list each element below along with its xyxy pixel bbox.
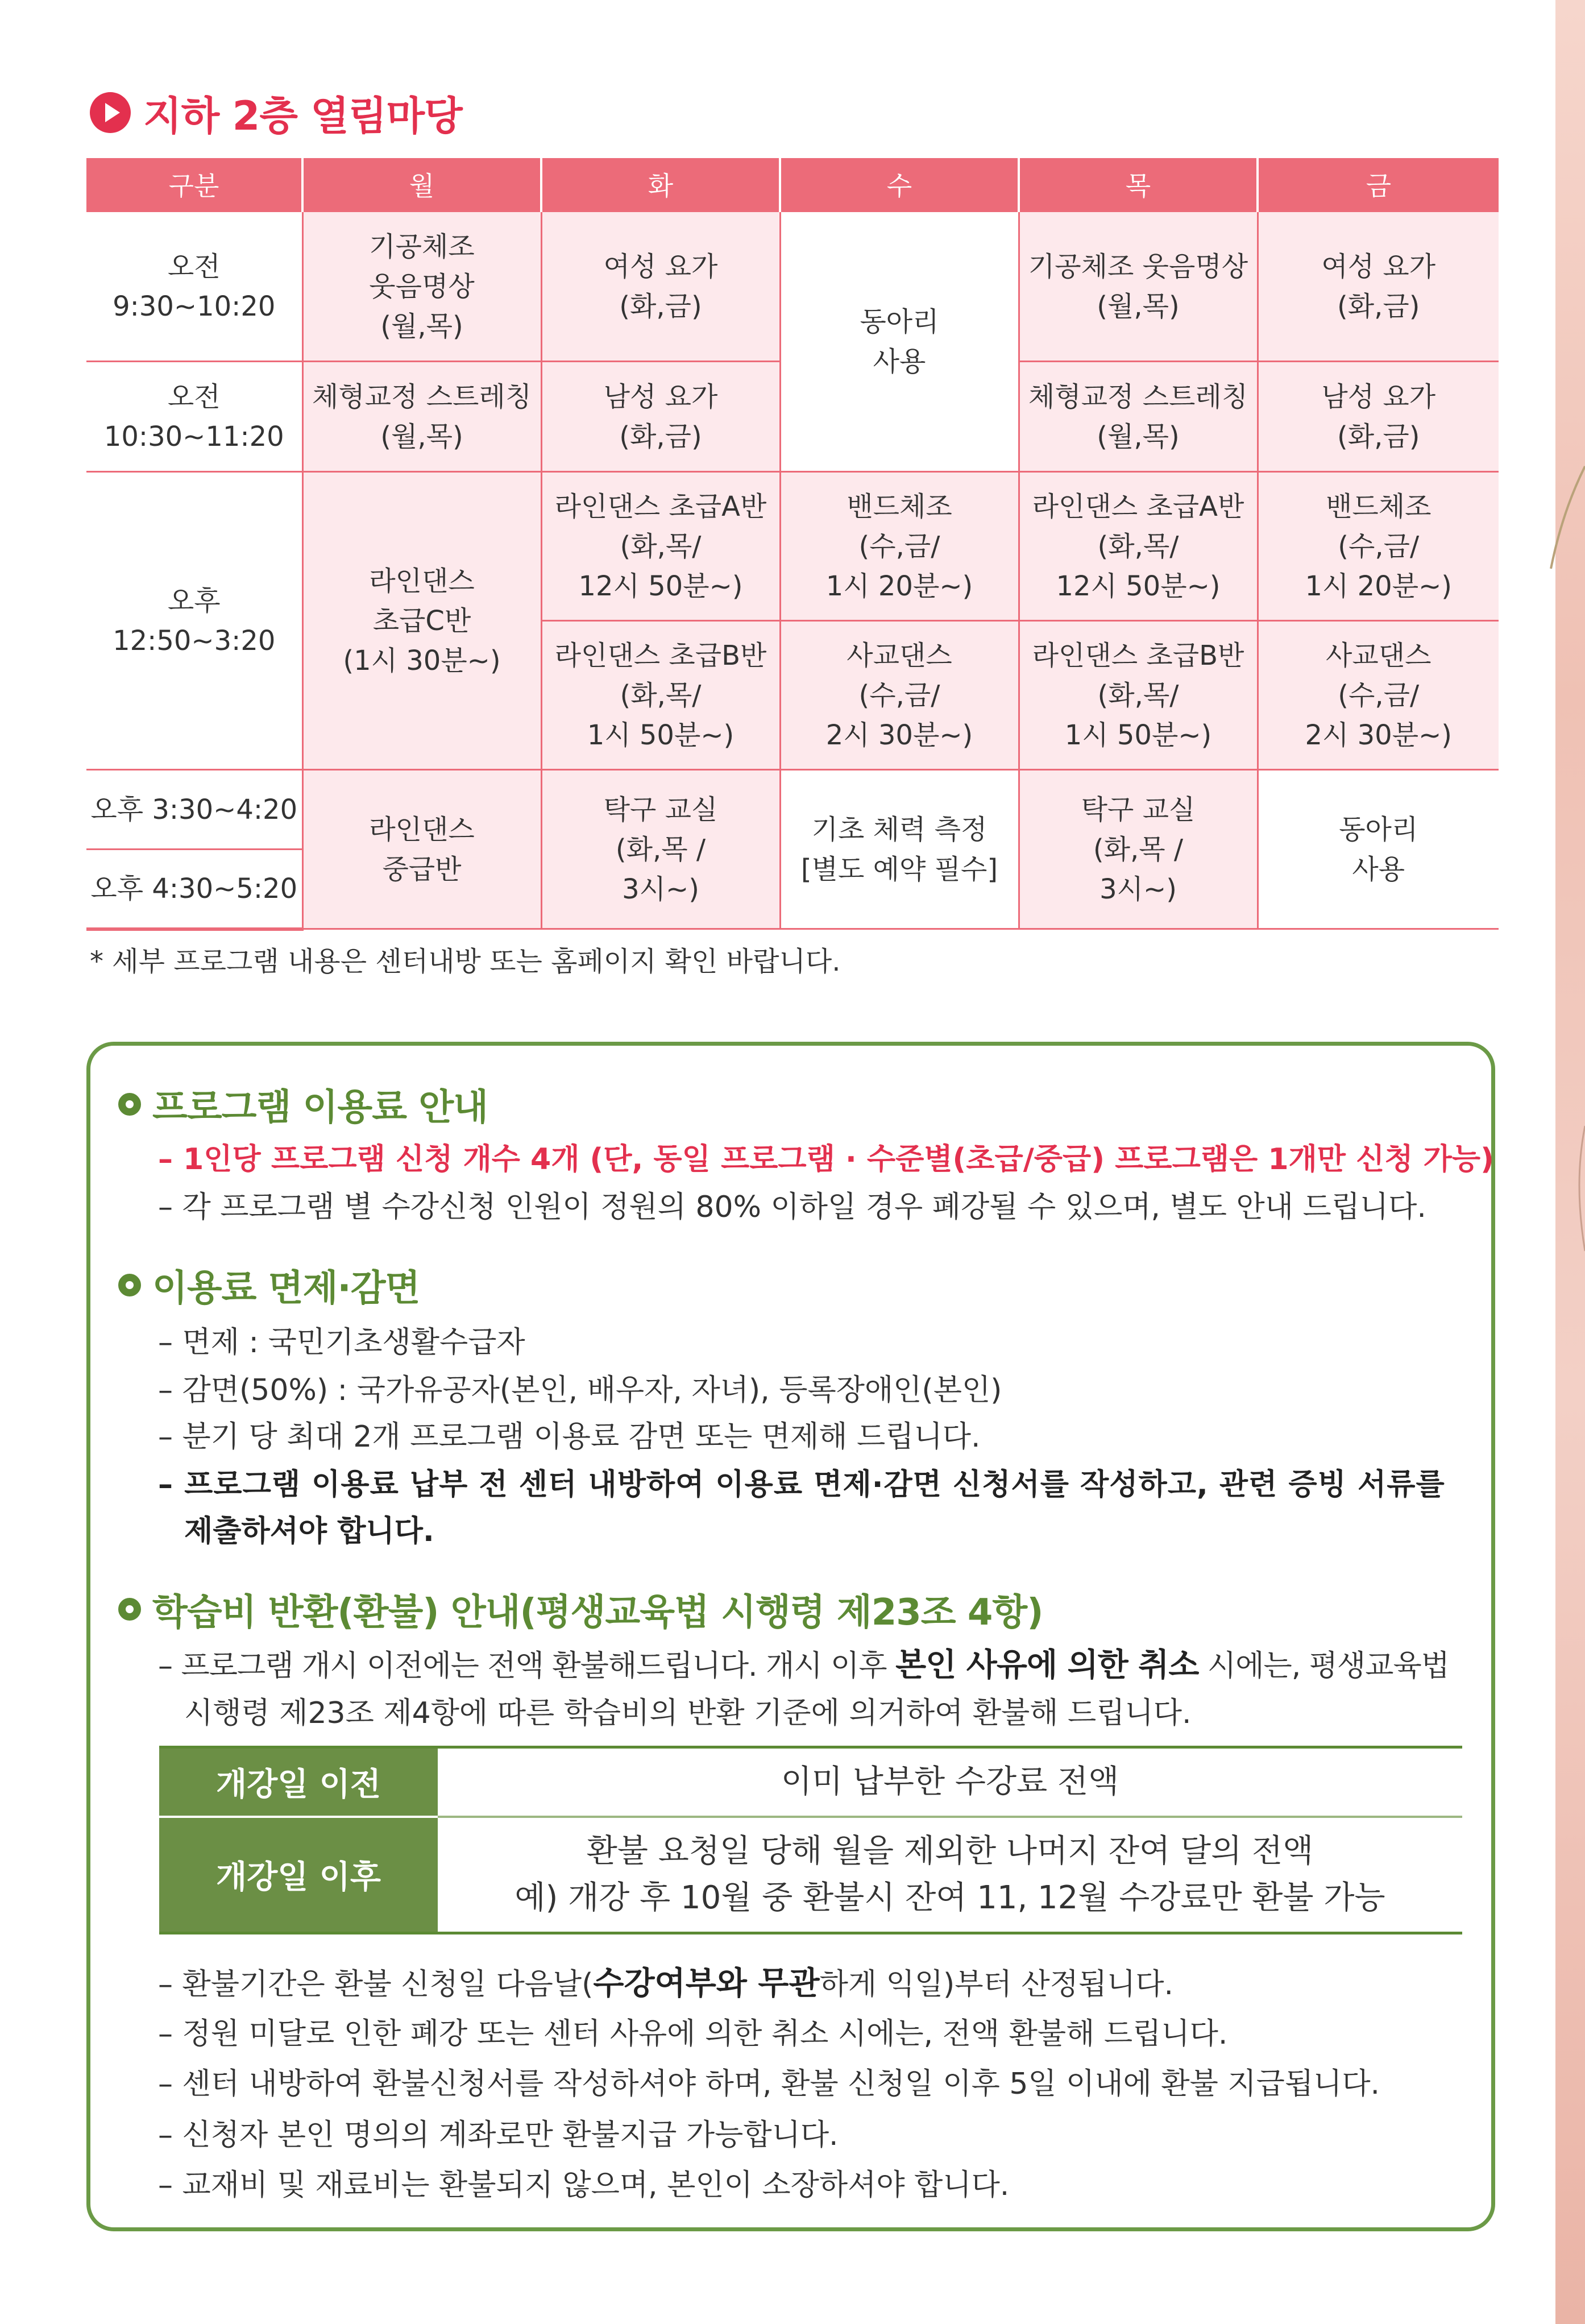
exempt-line: 제출하셔야 합니다. xyxy=(184,1514,434,1548)
ring-bullet-icon xyxy=(118,1598,141,1621)
header-tue: 화 xyxy=(541,158,780,212)
program-cell: 라인댄스 초급A반 (화,목/ 12시 50분~) xyxy=(1019,472,1258,621)
schedule-row xyxy=(86,770,1499,850)
decorative-curve xyxy=(1505,0,1585,2324)
section-title-text: 지하 2층 열림마당 xyxy=(143,92,462,139)
ring-bullet-icon xyxy=(118,1274,141,1296)
schedule-row xyxy=(86,472,1499,621)
program-cell: 여성 요가 (화,금) xyxy=(1258,212,1499,362)
time-cell: 오후 12:50~3:20 xyxy=(86,472,302,770)
header-category: 구분 xyxy=(86,158,302,212)
refund-note: – 센터 내방하여 환불신청서를 작성하셔야 하며, 환불 신청일 이후 5일 이내에 환불 지급됩니다. xyxy=(158,2067,1380,2101)
refund-intro-line: 시행령 제23조 제4항에 따른 학습비의 반환 기준에 의거하여 환불해 드립니다. xyxy=(184,1696,1192,1730)
header-mon: 월 xyxy=(302,158,541,212)
program-cell: 여성 요가 (화,금) xyxy=(541,212,780,362)
header-fri: 금 xyxy=(1258,158,1499,212)
schedule-table xyxy=(86,158,1499,931)
program-cell: 남성 요가 (화,금) xyxy=(541,362,780,472)
program-cell: 사교댄스 (수,금/ 2시 30분~) xyxy=(780,621,1019,770)
refund-table xyxy=(159,1746,1462,1934)
fee-line: – 1인당 프로그램 신청 개수 4개 (단, 동일 프로그램 · 수준별(초급/중급) 프로그램은 1개만 신청 가능) xyxy=(158,1142,1494,1177)
exempt-line: – 감면(50%) : 국가유공자(본인, 배우자, 자녀), 등록장애인(본인) xyxy=(158,1373,1002,1407)
program-cell: 밴드체조 (수,금/ 1시 20분~) xyxy=(780,472,1019,621)
refund-note: – 신청자 본인 명의의 계좌로만 환불지급 가능합니다. xyxy=(158,2118,839,2152)
program-cell: 밴드체조 (수,금/ 1시 20분~) xyxy=(1258,472,1499,621)
play-icon xyxy=(90,92,131,133)
refund-note: – 정원 미달로 인한 폐강 또는 센터 사유에 의한 취소 시에는, 전액 환불해 드립니다. xyxy=(158,2017,1228,2051)
program-cell: 탁구 교실 (화,목 / 3시~) xyxy=(541,770,780,929)
time-cell: 오후 4:30~5:20 xyxy=(86,850,302,929)
refund-note: – 환불기간은 환불 신청일 다음날(수강여부와 무관하게 익일)부터 산정됩니다. xyxy=(158,1965,1174,2002)
exempt-line: – 분기 당 최대 2개 프로그램 이용료 감면 또는 면제해 드립니다. xyxy=(158,1420,981,1454)
refund-row xyxy=(159,1747,1462,1817)
program-cell: 체형교정 스트레칭 (월,목) xyxy=(302,362,541,472)
program-cell: 라인댄스 초급B반 (화,목/ 1시 50분~) xyxy=(1019,621,1258,770)
section-title xyxy=(90,84,462,141)
club-use-cell: 동아리 사용 xyxy=(780,212,1019,472)
program-cell: 체형교정 스트레칭 (월,목) xyxy=(1019,362,1258,472)
program-cell: 남성 요가 (화,금) xyxy=(1258,362,1499,472)
refund-row xyxy=(159,1817,1462,1933)
program-cell: 라인댄스 초급C반 (1시 30분~) xyxy=(302,472,541,770)
program-cell: 라인댄스 초급B반 (화,목/ 1시 50분~) xyxy=(541,621,780,770)
exempt-line: – 프로그램 이용료 납부 전 센터 내방하여 이용료 면제·감면 신청서를 작성하고, 관련 증빙 서류를 xyxy=(158,1468,1445,1502)
schedule-header-row xyxy=(86,158,1499,212)
program-cell: 라인댄스 초급A반 (화,목/ 12시 50분~) xyxy=(541,472,780,621)
refund-intro-line: – 프로그램 개시 이전에는 전액 환불해드립니다. 개시 이후 본인 사유에 의한 취소 시에는, 평생교육법 xyxy=(158,1647,1449,1684)
refund-note: – 교재비 및 재료비는 환불되지 않으며, 본인이 소장하셔야 합니다. xyxy=(158,2168,1010,2202)
time-cell: 오후 3:30~4:20 xyxy=(86,770,302,850)
refund-value: 환불 요청일 당해 월을 제외한 나머지 잔여 달의 전액 예) 개강 후 10월 중 환불시 잔여 11, 12월 수강료만 환불 가능 xyxy=(514,1833,1385,1916)
header-wed: 수 xyxy=(780,158,1019,212)
time-cell: 오전 9:30~10:20 xyxy=(86,212,302,362)
program-cell: 라인댄스 중급반 xyxy=(302,770,541,929)
club-use-cell: 동아리 사용 xyxy=(1258,770,1499,929)
fee-line: – 각 프로그램 별 수강신청 인원이 정원의 80% 이하일 경우 폐강될 수 있으며, 별도 안내 드립니다. xyxy=(158,1190,1426,1224)
fee-section-heading: 프로그램 이용료 안내 xyxy=(118,1078,488,1130)
program-cell: 기공체조 웃음명상 (월,목) xyxy=(302,212,541,362)
exempt-section-heading: 이용료 면제·감면 xyxy=(118,1259,420,1311)
refund-label: 개강일 이후 xyxy=(159,1817,438,1933)
ring-bullet-icon xyxy=(118,1093,141,1116)
refund-label: 개강일 이전 xyxy=(159,1747,438,1817)
schedule-row xyxy=(86,212,1499,362)
refund-section-heading: 학습비 반환(환불) 안내(평생교육법 시행령 제23조 4항) xyxy=(118,1583,1043,1635)
program-cell: 기공체조 웃음명상 (월,목) xyxy=(1019,212,1258,362)
program-cell: 사교댄스 (수,금/ 2시 30분~) xyxy=(1258,621,1499,770)
exempt-line: – 면제 : 국민기초생활수급자 xyxy=(158,1325,525,1360)
program-cell: 기초 체력 측정 [별도 예약 필수] xyxy=(780,770,1019,929)
header-thu: 목 xyxy=(1019,158,1258,212)
program-cell: 탁구 교실 (화,목 / 3시~) xyxy=(1019,770,1258,929)
time-cell: 오전 10:30~11:20 xyxy=(86,362,302,472)
refund-value: 이미 납부한 수강료 전액 xyxy=(438,1747,1462,1817)
footnote: * 세부 프로그램 내용은 센터내방 또는 홈페이지 확인 바랍니다. xyxy=(90,946,841,977)
